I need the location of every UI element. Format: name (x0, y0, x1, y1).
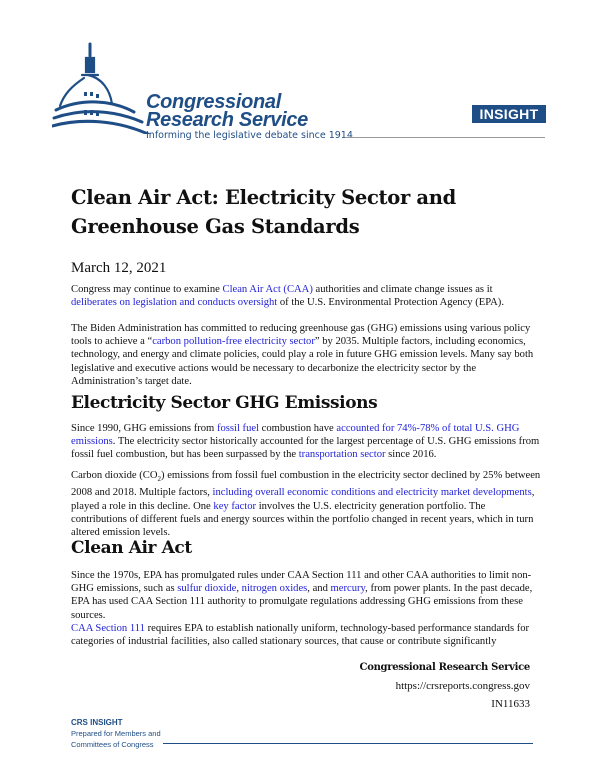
page-title: Clean Air Act: Electricity Sector and Greenhouse Gas Standards (71, 186, 456, 238)
paragraph-biden: The Biden Administration has committed to reducing greenhouse gas (GHG) emissions using various policy tools to achieve a “carbon pollution-free electricity sector” by 2035. Multiple factors, including economics, technology, and energy and climate policies, could play a role in future GHG emission levels. Many say both legislative and executive actions would be necessary to decarbonize the electricity sector by the Administration’s target date. (71, 323, 534, 387)
link-nitrogen-oxides[interactable]: nitrogen oxides (241, 583, 308, 595)
tagline: Informing the legislative debate since 1914 (146, 130, 353, 141)
footer-prepared-for: Prepared for Members and Committees of Congress (71, 729, 161, 749)
paragraph-co2: Carbon dioxide $(CO_2)$ emissions from fossil fuel combustion in the electricity sector declined by 25% between 2008 and 2018. Multiple factors, including overall economic conditions and electricity market developments, played a role in this decline. One key factor involves the U.S. electricity generation portfolio. The contributions of different fuels and energy sources within the portfolio changed in recent years, which in turn altered emission levels. (71, 470, 541, 538)
footer-organization: Congressional Research Service (359, 662, 530, 673)
link-transportation-sector[interactable]: transportation sector (298, 449, 386, 461)
link-caa-section-111[interactable]: CAA Section 111 (71, 623, 145, 634)
link-fossil-fuel[interactable]: fossil fuel (216, 423, 260, 434)
link-accounted-for[interactable]: accounted for 74%-78% of total U.S. GHG emissions (71, 423, 520, 448)
footer-divider (163, 743, 533, 744)
insight-badge: INSIGHT (472, 105, 546, 123)
link-sulfur-dioxide[interactable]: sulfur dioxide (177, 583, 237, 595)
paragraph-intro: Congress may continue to examine Clean Air Act (CAA) authorities and climate change issues as it deliberates on legislation and conducts oversight of the U.S. Environmental Protection Agency (EPA). (71, 284, 504, 309)
brand-line-2: Research Service (146, 109, 308, 131)
link-clean-air-act[interactable]: Clean Air Act (CAA) (222, 284, 313, 295)
header-divider (345, 137, 545, 138)
link-economic-conditions[interactable]: including overall economic conditions and electricity market developments (212, 487, 532, 499)
brand-name (146, 93, 308, 129)
footer-url[interactable]: https://crsreports.congress.gov (395, 680, 530, 692)
paragraph-section-111: CAA Section 111 requires EPA to establish nationally uniform, technology-based performance standards for categories of industrial facilities, also called stationary sources, that cause or contribute significantly (71, 623, 530, 648)
paragraph-emissions: Since 1990, GHG emissions from fossil fuel combustion have accounted for 74%-78% of total U.S. GHG emissions. The electricity sector historically accounted for the largest percentage of U.S. GHG emissions from fossil fuel combustion, but has been surpassed by the transportation sector since 2016. (71, 423, 540, 461)
link-carbon-pollution-free[interactable]: carbon pollution-free electricity sector (152, 336, 315, 348)
capitol-dome-logo-icon (52, 42, 152, 134)
link-deliberates-legislation[interactable]: deliberates on legislation and conducts oversight (71, 297, 278, 309)
link-mercury[interactable]: mercury (330, 583, 366, 595)
brand-line-1: Congressional (146, 91, 282, 113)
footer-series-label: CRS INSIGHT (71, 718, 123, 727)
section-heading-clean-air-act: Clean Air Act (71, 538, 192, 558)
report-id: IN11633 (491, 698, 530, 710)
section-heading-emissions: Electricity Sector GHG Emissions (71, 393, 378, 413)
paragraph-since-1970s: Since the 1970s, EPA has promulgated rules under CAA Section 111 and other CAA authorities to limit non-GHG emissions, such as sulfur dioxide, nitrogen oxides, and mercury, from power plants. In the past decade, EPA has used CAA Section 111 authority to promulgate regulations addressing GHG emissions from these sources. (71, 570, 533, 621)
publication-date: March 12, 2021 (71, 260, 167, 276)
link-key-factor[interactable]: key factor (213, 500, 257, 512)
